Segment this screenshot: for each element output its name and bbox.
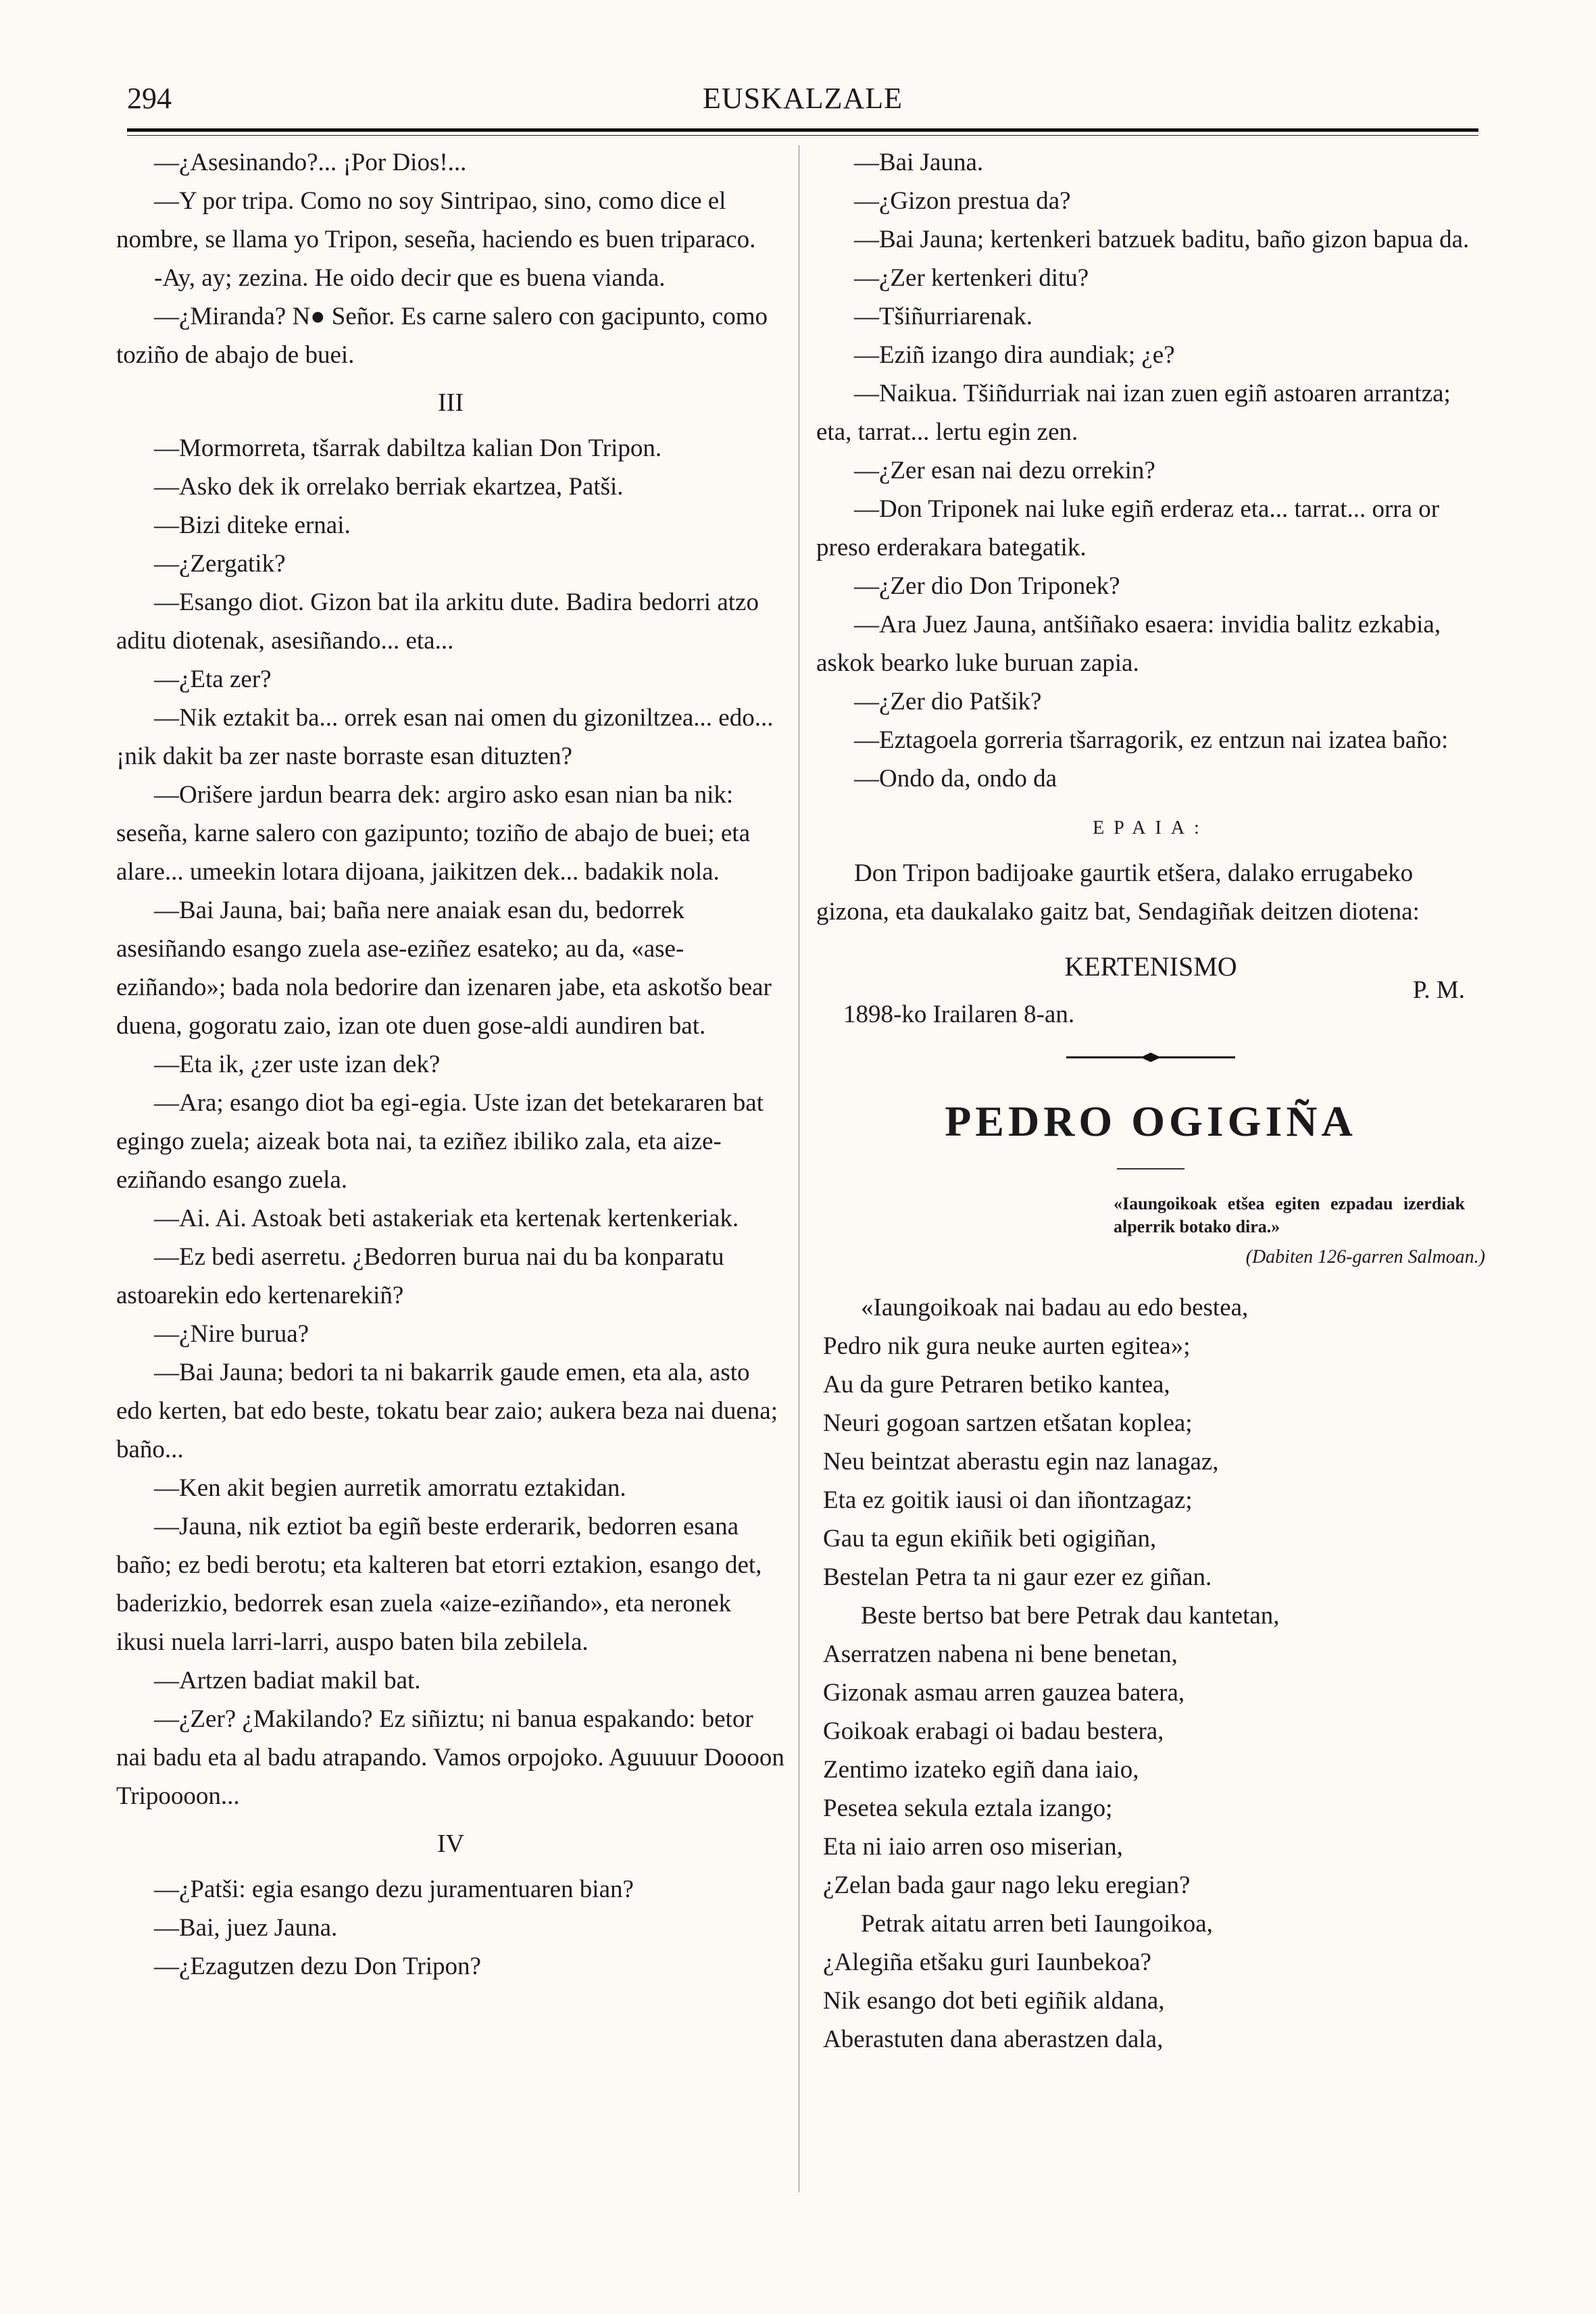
paragraph: —Tšiñurriarenak. (854, 303, 1033, 330)
poem-line: Gau ta egun ekiñik beti ogigiñan, (823, 1525, 1157, 1553)
paragraph: —¿Eta zer? (154, 665, 272, 693)
paragraph: —¿Nire burua? (154, 1320, 309, 1348)
poem-line: «Iaungoikoak nai badau au edo bestea, (861, 1294, 1249, 1322)
paragraph: —Ondo da, ondo da (854, 765, 1057, 793)
paragraph: —¿Patši: egia esango dezu juramentuaren bian? (154, 1876, 634, 1903)
paragraph: —Bai Jauna; bedori ta ni bakarrik gaude emen, eta ala, asto edo kerten, bat edo beste, tokatu bear zaio; aukera beza nai duena; baño... (116, 1359, 778, 1463)
paragraph: —¿Ezagutzen dezu Don Tripon? (154, 1953, 481, 1980)
epigraph-source: (Dabiten 126-garren Salmoan.) (1245, 1247, 1485, 1267)
paragraph: —Naikua. Tšiñdurriak nai izan zuen egiñ astoaren arrantza; eta, tarrat... lertu egin zen. (816, 380, 1451, 446)
paragraph: -Ay, ay; zezina. He oido decir que es buena vianda. (154, 264, 666, 292)
paragraph: —¿Zergatik? (154, 550, 286, 578)
paragraph: —¿Zer dio Don Triponek? (854, 572, 1120, 600)
poem-line: Aserratzen nabena ni bene benetan, (823, 1640, 1178, 1668)
paragraph: —Nik eztakit ba... orrek esan nai omen du gizoniltzea... edo... ¡nik dakit ba zer naste borraste esan dituzten? (116, 704, 774, 770)
page-number: 294 (127, 82, 172, 115)
right-dialogue (816, 143, 1485, 798)
poem-line: Petrak aitatu arren beti Iaungoikoa, (861, 1910, 1213, 1938)
running-title: EUSKALZALE (703, 82, 903, 115)
poem-line: ¿Zelan bada gaur nago leku eregian? (823, 1871, 1191, 1899)
poem-line: Pedro nik gura neuke aurten egitea»; (823, 1332, 1191, 1360)
poem-body (816, 1288, 1485, 2059)
dateline-block (816, 976, 1485, 1030)
poem-line: Pesetea sekula eztala izango; (823, 1794, 1113, 1822)
title-rule (1117, 1168, 1184, 1169)
paragraph: —Eziñ izango dira aundiak; ¿e? (854, 341, 1175, 369)
paragraph: III (438, 388, 464, 417)
paragraph: —¿Zer? ¿Makilando? Ez siñiztu; ni banua espakando: betor nai badu eta al badu atrapando. Vamos orpojoko. Aguuuur Doooon Tripoooon... (116, 1705, 784, 1810)
paragraph: —Eta ik, ¿zer uste izan dek? (154, 1051, 441, 1078)
poem-line: Beste bertso bat bere Petrak dau kantetan, (861, 1602, 1280, 1630)
poem-line: Eta ni iaio arren oso miserian, (823, 1833, 1123, 1861)
paragraph: —Bai Jauna, bai; baña nere anaiak esan du, bedorrek asesiñando esango zuela ase-eziñez esateko; au da, «ase-eziñando»; bada nola bedorire dan izenaren jabe, eta askotšo bear duena, gogoratu zaio, izan ote duen gose-aldi aundiren bat. (116, 897, 772, 1040)
paragraph: —¿Miranda? N● Señor. Es carne salero con gacipunto, como toziño de abajo de buei. (116, 303, 768, 369)
section-ornament (816, 1030, 1485, 1091)
paragraph: —Bai Jauna. (854, 149, 984, 176)
poem-title: PEDRO OGIGIÑA (945, 1097, 1357, 1145)
paragraph: —Asko dek ik orrelako berriak ekartzea, Patši. (154, 473, 624, 501)
paragraph: —¿Zer kertenkeri ditu? (854, 264, 1089, 292)
paragraph: —Eztagoela gorreria tšarragorik, ez entzun nai izatea baño: (854, 726, 1449, 754)
paragraph: IV (437, 1830, 465, 1858)
epaia-heading: EPAIA: (1093, 818, 1209, 838)
poem-line: Goikoak erabagi oi badau bestera, (823, 1717, 1164, 1745)
paragraph: —¿Asesinando?... ¡Por Dios!... (154, 149, 467, 176)
paragraph: —Esango diot. Gizon bat ila arkitu dute. Badira bedorri atzo aditu diotenak, asesiñando... eta... (116, 588, 759, 655)
epaia-text: Don Tripon badijoake gaurtik etšera, dalako errugabeko gizona, eta daukalako gaitz bat, Sendagiñak deitzen diotena: (816, 859, 1420, 926)
paragraph: —Ez bedi aserretu. ¿Bedorren burua nai du ba konparatu astoarekin edo kertenarekiñ? (116, 1243, 724, 1309)
paragraph: —Ara; esango diot ba egi-egia. Uste izan det betekararen bat egingo zuela; aizeak bota nai, ta eziñez ibiliko zala, eta aize-eziñando esango zuela. (116, 1089, 764, 1194)
paragraph: —¿Zer dio Patšik? (854, 688, 1042, 715)
paragraph: —Ai. Ai. Astoak beti astakeriak eta kertenak kertenkeriak. (154, 1205, 739, 1232)
paragraph: —Bai, juez Jauna. (154, 1914, 338, 1942)
header-rule (127, 128, 1478, 132)
paragraph: —Ken akit begien aurretik amorratu eztakidan. (154, 1474, 626, 1502)
paragraph: —Don Triponek nai luke egiñ erderaz eta... tarrat... orra or preso erderakara bategatik. (816, 495, 1440, 561)
signature: P. M. (1412, 976, 1465, 1004)
page-header (127, 73, 1478, 127)
epigraph: «Iaungoikoak etšea egiten ezpadau izerdiak alperrik botako dira.» (1114, 1194, 1465, 1236)
poem-line: ¿Alegiña etšaku guri Iaunbekoa? (823, 1948, 1151, 1976)
header-rule-thin (127, 135, 1478, 136)
poem-line: Gizonak asmau arren gauzea batera, (823, 1679, 1185, 1707)
right-column (816, 143, 1485, 2059)
dateline: 1898-ko Irailaren 8-an. (843, 1001, 1075, 1028)
paragraph: —Bizi diteke ernai. (154, 511, 351, 539)
ornament-rule-icon (1066, 1051, 1235, 1064)
paragraph: —¿Zer esan nai dezu orrekin? (854, 457, 1155, 484)
poem-line: Au da gure Petraren betiko kantea, (823, 1371, 1170, 1399)
paragraph: —Mormorreta, tšarrak dabiltza kalian Don Tripon. (154, 434, 662, 462)
poem-line: Zentimo izateko egiñ dana iaio, (823, 1756, 1139, 1784)
paragraph: —Y por tripa. Como no soy Sintripao, sino, como dice el nombre, se llama yo Tripon, seseña, haciendo es buen triparaco. (116, 187, 756, 253)
poem-line: Eta ez goitik iausi oi dan iñontzagaz; (823, 1486, 1193, 1514)
paragraph: —Bai Jauna; kertenkeri batzuek baditu, baño gizon bapua da. (854, 226, 1470, 253)
paragraph: —Artzen badiat makil bat. (154, 1667, 421, 1694)
paragraph: —¿Gizon prestua da? (854, 187, 1071, 215)
poem-line: Neuri gogoan sartzen etšatan koplea; (823, 1409, 1193, 1437)
poem-line: Bestelan Petra ta ni gaur ezer ez giñan. (823, 1563, 1212, 1591)
paragraph: —Jauna, nik eztiot ba egiñ beste erderarik, bedorren esana baño; ez bedi berotu; eta kalteren bat etorri eztakion, esango det, baderizkio, bedorrek esan zuela «aize-eziñando», eta neronek ikusi nuela larri-larri, auspo baten bila zebilela. (116, 1513, 762, 1656)
poem-line: Nik esango dot beti egiñik aldana, (823, 1987, 1165, 2015)
paragraph: —Ara Juez Jauna, antšiñako esaera: invidia balitz ezkabia, askok bearko luke buruan zapia. (816, 611, 1441, 677)
poem-line: Aberastuten dana aberastzen dala, (823, 2026, 1164, 2053)
poem-line: Neu beintzat aberastu egin naz lanagaz, (823, 1448, 1219, 1476)
left-column (116, 143, 785, 1986)
paragraph: —Orišere jardun bearra dek: argiro asko esan nian ba nik: seseña, karne salero con gazipunto; toziño de abajo de buei; eta alare... umeekin lotara dijoana, jaikitzen dek... badakik nola. (116, 781, 750, 886)
kertenismo-title: KERTENISMO (1064, 951, 1237, 982)
